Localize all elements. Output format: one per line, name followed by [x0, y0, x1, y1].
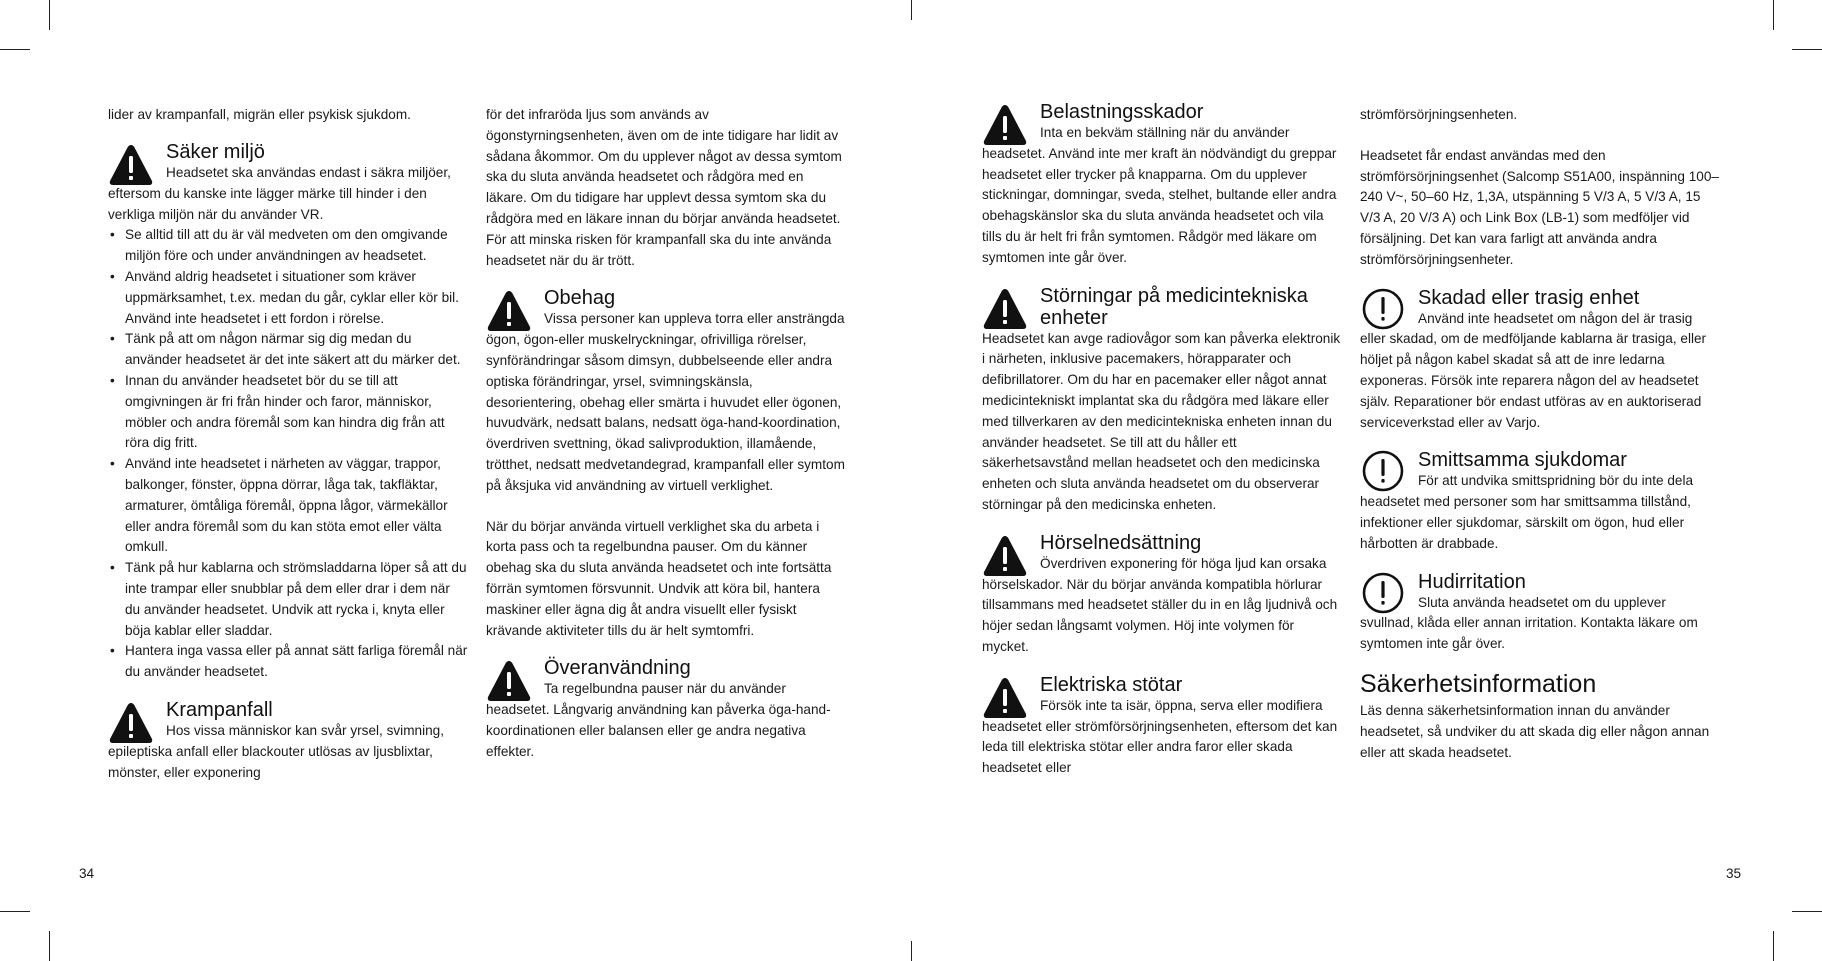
hearing-lead: Överdriven exponering för höga ljud kan orsaka hörselskador. När du börjar använda kompatibla hörlurar tillsammans med headsetet ställer du in en låg ljudnivå och höjer sedan långsamt volymen. Höj inte volymen för mycket.	[982, 555, 1338, 654]
crop-mark	[1792, 911, 1822, 912]
page-number-right: 35	[1726, 866, 1742, 881]
column-1-content	[108, 141, 468, 783]
crop-mark	[49, 0, 50, 30]
column-3	[982, 101, 1342, 779]
warning-icon	[108, 143, 154, 187]
warning-icon	[982, 287, 1028, 331]
warning-icon	[486, 659, 532, 703]
crop-mark	[911, 941, 912, 961]
warning-icon	[982, 676, 1028, 720]
overuse-lead: Ta regelbundna pauser när du använder headsetet. Långvarig användning kan påverka öga-hand-koordinationen eller balansen eller ge andra negativa effekter.	[486, 681, 831, 759]
list-item: • Hantera inga vassa eller på annat sätt farliga föremål när du använder headsetet.	[108, 641, 468, 683]
warning-icon	[982, 534, 1028, 578]
discomfort-title: Obehag	[544, 287, 616, 310]
contagious-lead: För att undvika smittspridning bör du inte dela headsetet med personer som har smittsamma tillstånd, infektioner eller sjukdomar, särskilt om ögon, hud eller hårbotten är drabbade.	[1360, 473, 1694, 551]
crop-mark	[1792, 49, 1822, 50]
list-item: • Använd aldrig headsetet i situationer som kräver uppmärksamhet, t.ex. medan du går, cyklar eller kör bil. Använd inte headsetet i ett fordon i rörelse.	[108, 267, 468, 329]
damaged-title: Skadad eller trasig enhet	[1418, 286, 1640, 309]
medical-lead: Headsetet kan avge radiovågor som kan påverka elektronik i närheten, inklusive pacemakers, hörapparater och defibrillatorer. Om du har en pacemaker eller något annat medicintekniskt implantat ska du rådgöra med läkare eller med tillverkaren av den medicintekniska enheten innan du använder headsetet. Se till att du håller ett säkerhetsavstånd mellan headsetet och den medicinska enheten och sluta använda headsetet om du observerar störningar på den medicinska enheten.	[982, 330, 1341, 512]
hearing-title: Hörselnedsättning	[1040, 531, 1202, 554]
strain-lead: Inta en bekväm ställning när du använder headsetet. Använd inte mer kraft än nödvändigt du greppar headsetet eller trycker på knapparna. Om du upplever stickningar, domningar, sveda, stelhet, bultande eller andra obehagskänslor ska du sluta använda headsetet och vila tills du är helt fri från symtomen. Rådgör med läkare om symtomen inte går över.	[982, 125, 1337, 265]
damaged-lead: Använd inte headsetet om någon del är trasig eller skadad, om de medföljande kablarna är trasiga, eller höljet på någon kabel skadat så att de inre ledarna exponeras. Försök inte reparera någon del av headsetet själv. Reparationer bör endast utföras av en auktoriserad serviceverkstad eller av Varjo.	[1360, 310, 1707, 430]
crop-mark	[1773, 0, 1774, 30]
column-2	[486, 105, 846, 763]
caution-icon	[1360, 571, 1406, 615]
col4-intro: strömförsörjningsenheten.	[1360, 107, 1518, 122]
medical-title: Störningar på medicintekniska enheter	[1040, 284, 1308, 329]
seizures-lead: Hos vissa människor kan svår yrsel, svimning, epileptiska anfall eller blackouter utlösas av ljusblixtar, mönster, eller exponering	[108, 722, 445, 780]
crop-mark	[911, 0, 912, 20]
safe-env-lead: Headsetet ska användas endast i säkra miljöer, eftersom du kanske inte lägger märke till hinder i den verkliga miljön när du använder VR.	[108, 165, 451, 222]
safety-info-title: Säkerhetsinformation	[1360, 669, 1597, 698]
safe-env-title: Säker miljö	[166, 141, 265, 163]
contagious-title: Smittsamma sjukdomar	[1418, 449, 1627, 472]
skin-lead: Sluta använda headsetet om du upplever svullnad, klåda eller annan irritation. Kontakta läkare om symtomen inte går över.	[1360, 594, 1698, 652]
discomfort-lead: Vissa personer kan uppleva torra eller ansträngda ögon, ögon-eller muskelryckningar, ofrivilliga rörelser, synförändringar såsom dimsyn, dubbelseende eller andra optiska förändringar, yrsel, svimningskänsla, desorientering, obehag eller smärta i huvudet eller ögonen, huvudvärk, nedsatt balans, nedsatt öga-hand-koordination, överdriven svettning, ökad salivproduktion, illamående, trötthet, nedsatt medvetandegrad, krampanfall eller symtom på åksjuka vid användning av virtuell verklighet.	[486, 311, 845, 493]
col4-para2: Headsetet får endast användas med den strömförsörjningsenhet (Salcomp S51A00, inspänning 100–240 V~, 50–60 Hz, 1,3A, utspänning 5 V/3 A, 5 V/3 A, 15 V/3 A, 20 V/3 A) och Link Box (LB-1) som medföljer vid försäljning. Det kan vara farligt att använda andra strömförsörjningsenheter.	[1360, 147, 1719, 267]
skin-title: Hudirritation	[1418, 570, 1526, 593]
list-item: • Tänk på hur kablarna och strömsladdarna löper så att du inte trampar eller snubblar på dem eller drar i dem när du använder headsetet. Undvik att rycka i, knyta eller böja kablar eller sladdar.	[108, 558, 468, 641]
crop-mark	[0, 911, 30, 912]
crop-mark	[0, 49, 30, 50]
col2-intro: för det infraröda ljus som används av ögonstyrningsenheten, även om de inte tidigare har lidit av sådana åkommor. Om du upplever något av dessa symtom ska du sluta använda headsetet och rådgöra med en läkare. Om du tidigare har upplevt dessa symtom ska du rådgöra med en läkare innan du börjar använda headsetet. För att minska risken för krampanfall ska du inte använda headsetet när du är trött.	[486, 107, 842, 268]
warning-icon	[982, 103, 1028, 147]
strain-title: Belastningsskador	[1040, 101, 1204, 123]
list-item: • Använd inte headsetet i närheten av väggar, trappor, balkonger, fönster, öppna dörrar, låga tak, takfläktar, armaturer, ömtåliga föremål, öppna lågor, värmekällor eller andra föremål som du kan stöta emot eller välta omkull.	[108, 454, 468, 558]
list-item: • Tänk på att om någon närmar sig dig medan du använder headsetet är det inte säkert att du märker det.	[108, 329, 468, 371]
crop-mark	[1773, 931, 1774, 961]
safe-env-bullets	[108, 225, 468, 683]
page-number-left: 34	[79, 866, 95, 881]
shock-lead: Försök inte ta isär, öppna, serva eller modifiera headsetet eller strömförsörjningsenheten, eftersom det kan leda till elektriska stötar eller andra faror eller skada headsetet eller	[982, 697, 1338, 776]
crop-mark	[49, 931, 50, 961]
warning-icon	[108, 701, 154, 745]
caution-icon	[1360, 449, 1406, 493]
safety-info-lead: Läs denna säkerhetsinformation innan du använder headsetet, så undviker du att skada dig eller någon annan eller att skada headsetet.	[1360, 702, 1710, 760]
list-item: • Se alltid till att du är väl medveten om den omgivande miljön före och under användningen av headsetet.	[108, 225, 468, 267]
overuse-title: Överanvändning	[544, 657, 691, 680]
discomfort-para2: När du börjar använda virtuell verklighet ska du arbeta i korta pass och ta regelbundna pauser. Om du känner obehag ska du sluta använda headsetet och inte fortsätta förrän symtomen försvunnit. Undvik att köra bil, hantera maskiner eller ägna dig åt andra visuellt eller fysiskt krävande aktiviteter tills du är helt symtomfri.	[486, 518, 832, 638]
warning-icon	[486, 289, 532, 333]
column-1	[108, 105, 468, 126]
list-item: • Innan du använder headsetet bör du se till att omgivningen är fri från hinder och faror, människor, möbler och andra föremål som kan hindra dig från att röra dig fritt.	[108, 371, 468, 454]
seizures-title: Krampanfall	[166, 698, 273, 721]
caution-icon	[1360, 287, 1406, 331]
shock-title: Elektriska stötar	[1040, 673, 1183, 696]
column-4	[1360, 105, 1720, 763]
col1-intro: lider av krampanfall, migrän eller psykisk sjukdom.	[108, 107, 411, 122]
